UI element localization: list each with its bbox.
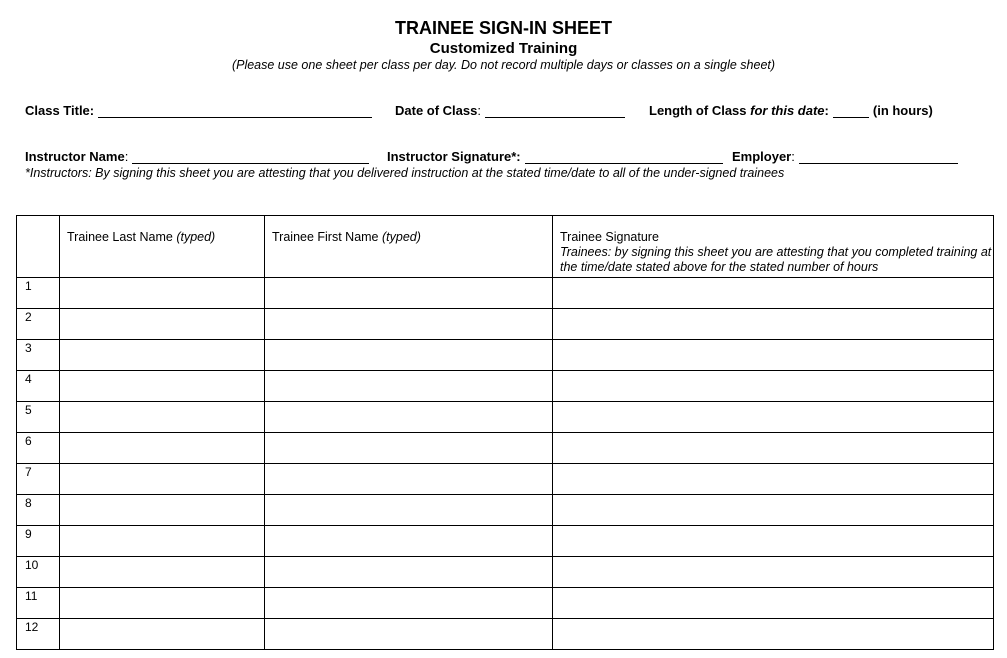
first-name-cell[interactable] xyxy=(265,278,553,309)
instructor-name-field xyxy=(25,149,369,164)
instructor-signature-label: Instructor Signature*: xyxy=(387,149,521,164)
table-row xyxy=(17,371,994,402)
table-row xyxy=(17,464,994,495)
row-number: 5 xyxy=(17,402,60,433)
row-number: 11 xyxy=(17,588,60,619)
instructor-name-input-line[interactable] xyxy=(132,150,369,164)
row-number: 3 xyxy=(17,340,60,371)
last-name-cell[interactable] xyxy=(60,495,265,526)
length-of-class-unit: (in hours) xyxy=(872,103,933,118)
page-title: TRAINEE SIGN-IN SHEET xyxy=(394,18,613,38)
class-title-input-line-1[interactable] xyxy=(98,104,246,118)
table-row xyxy=(17,526,994,557)
length-of-class-field xyxy=(649,103,933,118)
sign-in-table xyxy=(16,215,994,650)
last-name-cell[interactable] xyxy=(60,588,265,619)
first-name-cell[interactable] xyxy=(265,464,553,495)
row-number: 9 xyxy=(17,526,60,557)
signature-cell[interactable] xyxy=(553,588,994,619)
signature-cell[interactable] xyxy=(553,402,994,433)
length-of-class-colon: : xyxy=(824,103,829,118)
class-title-input-gap xyxy=(246,104,262,118)
table-row xyxy=(17,557,994,588)
date-of-class-label: Date of Class xyxy=(395,103,478,118)
table-row xyxy=(17,402,994,433)
table-row xyxy=(17,619,994,650)
date-of-class-input-line[interactable] xyxy=(485,104,625,118)
column-header-signature xyxy=(553,216,994,278)
table-header-row xyxy=(17,216,994,278)
signature-cell[interactable] xyxy=(553,619,994,650)
signature-cell[interactable] xyxy=(553,433,994,464)
signature-cell[interactable] xyxy=(553,340,994,371)
signature-cell[interactable] xyxy=(553,526,994,557)
table-row xyxy=(17,340,994,371)
first-name-cell[interactable] xyxy=(265,402,553,433)
first-name-cell[interactable] xyxy=(265,526,553,557)
length-of-class-label-italic: for this date xyxy=(750,103,825,118)
signature-cell[interactable] xyxy=(553,278,994,309)
employer-input-line-2[interactable] xyxy=(868,150,958,164)
last-name-cell[interactable] xyxy=(60,371,265,402)
table-row xyxy=(17,495,994,526)
employer-field xyxy=(732,149,958,164)
page-subtitle: Customized Training xyxy=(429,40,578,57)
instructor-name-label: Instructor Name xyxy=(25,149,125,164)
length-of-class-label: Length of Class xyxy=(649,103,751,118)
instructor-attestation-note: *Instructors: By signing this sheet you are attesting that you delivered instruction at the stated time/date to all of the under-signed trainees xyxy=(25,166,785,180)
signature-header-note: Trainees: by signing this sheet you are attesting that you completed training at the time/date stated above for the stated number of hours xyxy=(560,245,992,274)
row-number: 8 xyxy=(17,495,60,526)
table-row xyxy=(17,278,994,309)
date-of-class-field xyxy=(395,103,625,118)
class-title-label: Class Title: xyxy=(25,103,95,118)
employer-colon: : xyxy=(791,149,795,164)
last-name-cell[interactable] xyxy=(60,402,265,433)
employer-input-line-1[interactable] xyxy=(799,150,865,164)
first-name-cell[interactable] xyxy=(265,371,553,402)
first-name-cell[interactable] xyxy=(265,588,553,619)
row-number: 4 xyxy=(17,371,60,402)
table-row xyxy=(17,433,994,464)
signature-header-label: Trainee Signature xyxy=(560,230,659,244)
instructor-signature-field xyxy=(387,149,723,164)
last-name-cell[interactable] xyxy=(60,309,265,340)
last-name-header-label: Trainee Last Name xyxy=(67,230,177,244)
date-of-class-colon: : xyxy=(477,103,481,118)
length-of-class-input-line[interactable] xyxy=(833,104,869,118)
first-name-cell[interactable] xyxy=(265,309,553,340)
first-name-header-typed: (typed) xyxy=(381,230,421,244)
table-row xyxy=(17,588,994,619)
signature-cell[interactable] xyxy=(553,464,994,495)
first-name-cell[interactable] xyxy=(265,495,553,526)
signature-cell[interactable] xyxy=(553,309,994,340)
last-name-cell[interactable] xyxy=(60,557,265,588)
column-header-number xyxy=(17,216,60,278)
last-name-cell[interactable] xyxy=(60,526,265,557)
last-name-cell[interactable] xyxy=(60,278,265,309)
first-name-header-label: Trainee First Name xyxy=(272,230,382,244)
row-number: 12 xyxy=(17,619,60,650)
signature-cell[interactable] xyxy=(553,371,994,402)
row-number: 7 xyxy=(17,464,60,495)
last-name-cell[interactable] xyxy=(60,433,265,464)
column-header-first-name xyxy=(265,216,553,278)
employer-label: Employer xyxy=(732,149,792,164)
class-title-field xyxy=(25,103,372,118)
table-row xyxy=(17,309,994,340)
instructor-name-colon: : xyxy=(124,149,129,164)
instructor-signature-input-line[interactable] xyxy=(525,150,723,164)
first-name-cell[interactable] xyxy=(265,433,553,464)
first-name-cell[interactable] xyxy=(265,340,553,371)
signature-cell[interactable] xyxy=(553,557,994,588)
first-name-cell[interactable] xyxy=(265,557,553,588)
usage-note: (Please use one sheet per class per day. Do not record multiple days or classes on a single sheet) xyxy=(231,58,776,72)
row-number: 6 xyxy=(17,433,60,464)
first-name-cell[interactable] xyxy=(265,619,553,650)
last-name-cell[interactable] xyxy=(60,340,265,371)
column-header-last-name xyxy=(60,216,265,278)
row-number: 1 xyxy=(17,278,60,309)
last-name-header-typed: (typed) xyxy=(176,230,216,244)
row-number: 2 xyxy=(17,309,60,340)
class-title-input-line-2[interactable] xyxy=(262,104,372,118)
last-name-cell[interactable] xyxy=(60,619,265,650)
last-name-cell[interactable] xyxy=(60,464,265,495)
signature-cell[interactable] xyxy=(553,495,994,526)
row-number: 10 xyxy=(17,557,60,588)
